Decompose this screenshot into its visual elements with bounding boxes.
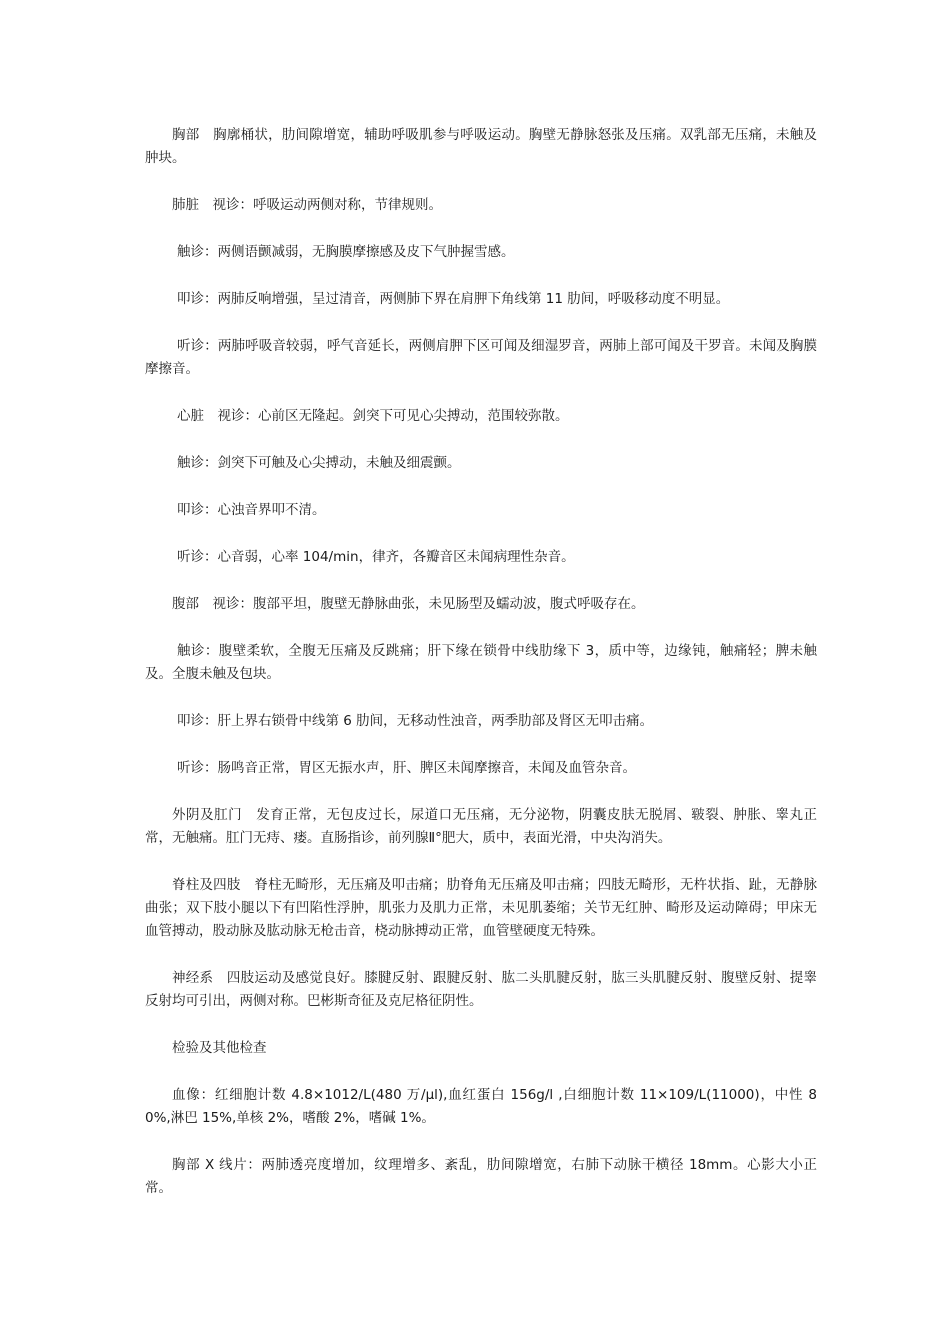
heart-auscultation-paragraph: 听诊：心音弱，心率 104/min，律齐，各瓣音区未闻病理性杂音。 (177, 549, 575, 565)
abdomen-percussion-paragraph: 叩诊：肝上界右锁骨中线第 6 肋间，无移动性浊音，两季肋部及肾区无叩击痛。 (177, 713, 654, 729)
lung-percussion-paragraph: 叩诊：两肺反响增强，呈过清音，两侧肺下界在肩胛下角线第 11 肋间，呼吸移动度不明显。 (177, 291, 730, 307)
abdomen-inspection-paragraph: 腹部 视诊：腹部平坦，腹壁无静脉曲张，未见肠型及蠕动波，腹式呼吸存在。 (172, 596, 645, 612)
heart-percussion-paragraph: 叩诊：心浊音界叩不清。 (177, 502, 326, 518)
blood-test-paragraph: 血像：红细胞计数 4.8×1012/L(480 万/μl),血红蛋白 156g/l ,白细胞计数 11×109/L(11000)，中性 80%,淋巴 15%,单核 2%，嗜酸 2%，嗜碱 1%。 (145, 1087, 817, 1126)
lung-palpation-paragraph: 触诊：两侧语颤减弱，无胸膜摩擦感及皮下气肿握雪感。 (177, 244, 515, 260)
lung-inspection-paragraph: 肺脏 视诊：呼吸运动两侧对称，节律规则。 (172, 197, 442, 213)
genital-anal-paragraph: 外阴及肛门 发育正常，无包皮过长，尿道口无压痛，无分泌物，阴囊皮肤无脱屑、皲裂、肿胀、睾丸正常，无触痛。肛门无痔、瘘。直肠指诊，前列腺Ⅱ°肥大，质中，表面光滑，中央沟消失。 (145, 807, 817, 846)
heart-palpation-paragraph: 触诊：剑突下可触及心尖搏动，未触及细震颤。 (177, 455, 461, 471)
lab-exams-heading: 检验及其他检查 (172, 1040, 267, 1056)
document-page (145, 124, 817, 1200)
spine-limbs-paragraph: 脊柱及四肢 脊柱无畸形，无压痛及叩击痛；肋脊角无压痛及叩击痛；四肢无畸形，无杵状指、趾，无静脉曲张；双下肢小腿以下有凹陷性浮肿，肌张力及肌力正常，未见肌萎缩；关节无红肿、畸形及运动障碍；甲床无血管搏动，股动脉及肱动脉无枪击音，桡动脉搏动正常，血管壁硬度无特殊。 (145, 877, 817, 939)
abdomen-auscultation-paragraph: 听诊：肠鸣音正常，胃区无振水声，肝、脾区未闻摩擦音，未闻及血管杂音。 (177, 760, 636, 776)
lung-auscultation-paragraph: 听诊：两肺呼吸音较弱，呼气音延长，两侧肩胛下区可闻及细湿罗音，两肺上部可闻及干罗音。未闻及胸膜摩擦音。 (145, 338, 817, 377)
chest-xray-paragraph: 胸部 X 线片：两肺透亮度增加，纹理增多、紊乱，肋间隙增宽，右肺下动脉干横径 18mm。心影大小正常。 (145, 1157, 817, 1196)
chest-exam-paragraph: 胸部 胸廓桶状，肋间隙增宽，辅助呼吸肌参与呼吸运动。胸壁无静脉怒张及压痛。双乳部无压痛，未触及肿块。 (145, 127, 817, 166)
abdomen-palpation-paragraph: 触诊：腹壁柔软，全腹无压痛及反跳痛；肝下缘在锁骨中线肋缘下 3，质中等，边缘钝，触痛轻；脾未触及。全腹未触及包块。 (145, 643, 817, 682)
heart-inspection-paragraph: 心脏 视诊：心前区无隆起。剑突下可见心尖搏动，范围较弥散。 (177, 408, 569, 424)
nervous-system-paragraph: 神经系 四肢运动及感觉良好。膝腱反射、跟腱反射、肱二头肌腱反射，肱三头肌腱反射、腹壁反射、提睾反射均可引出，两侧对称。巴彬斯奇征及克尼格征阴性。 (145, 970, 817, 1009)
